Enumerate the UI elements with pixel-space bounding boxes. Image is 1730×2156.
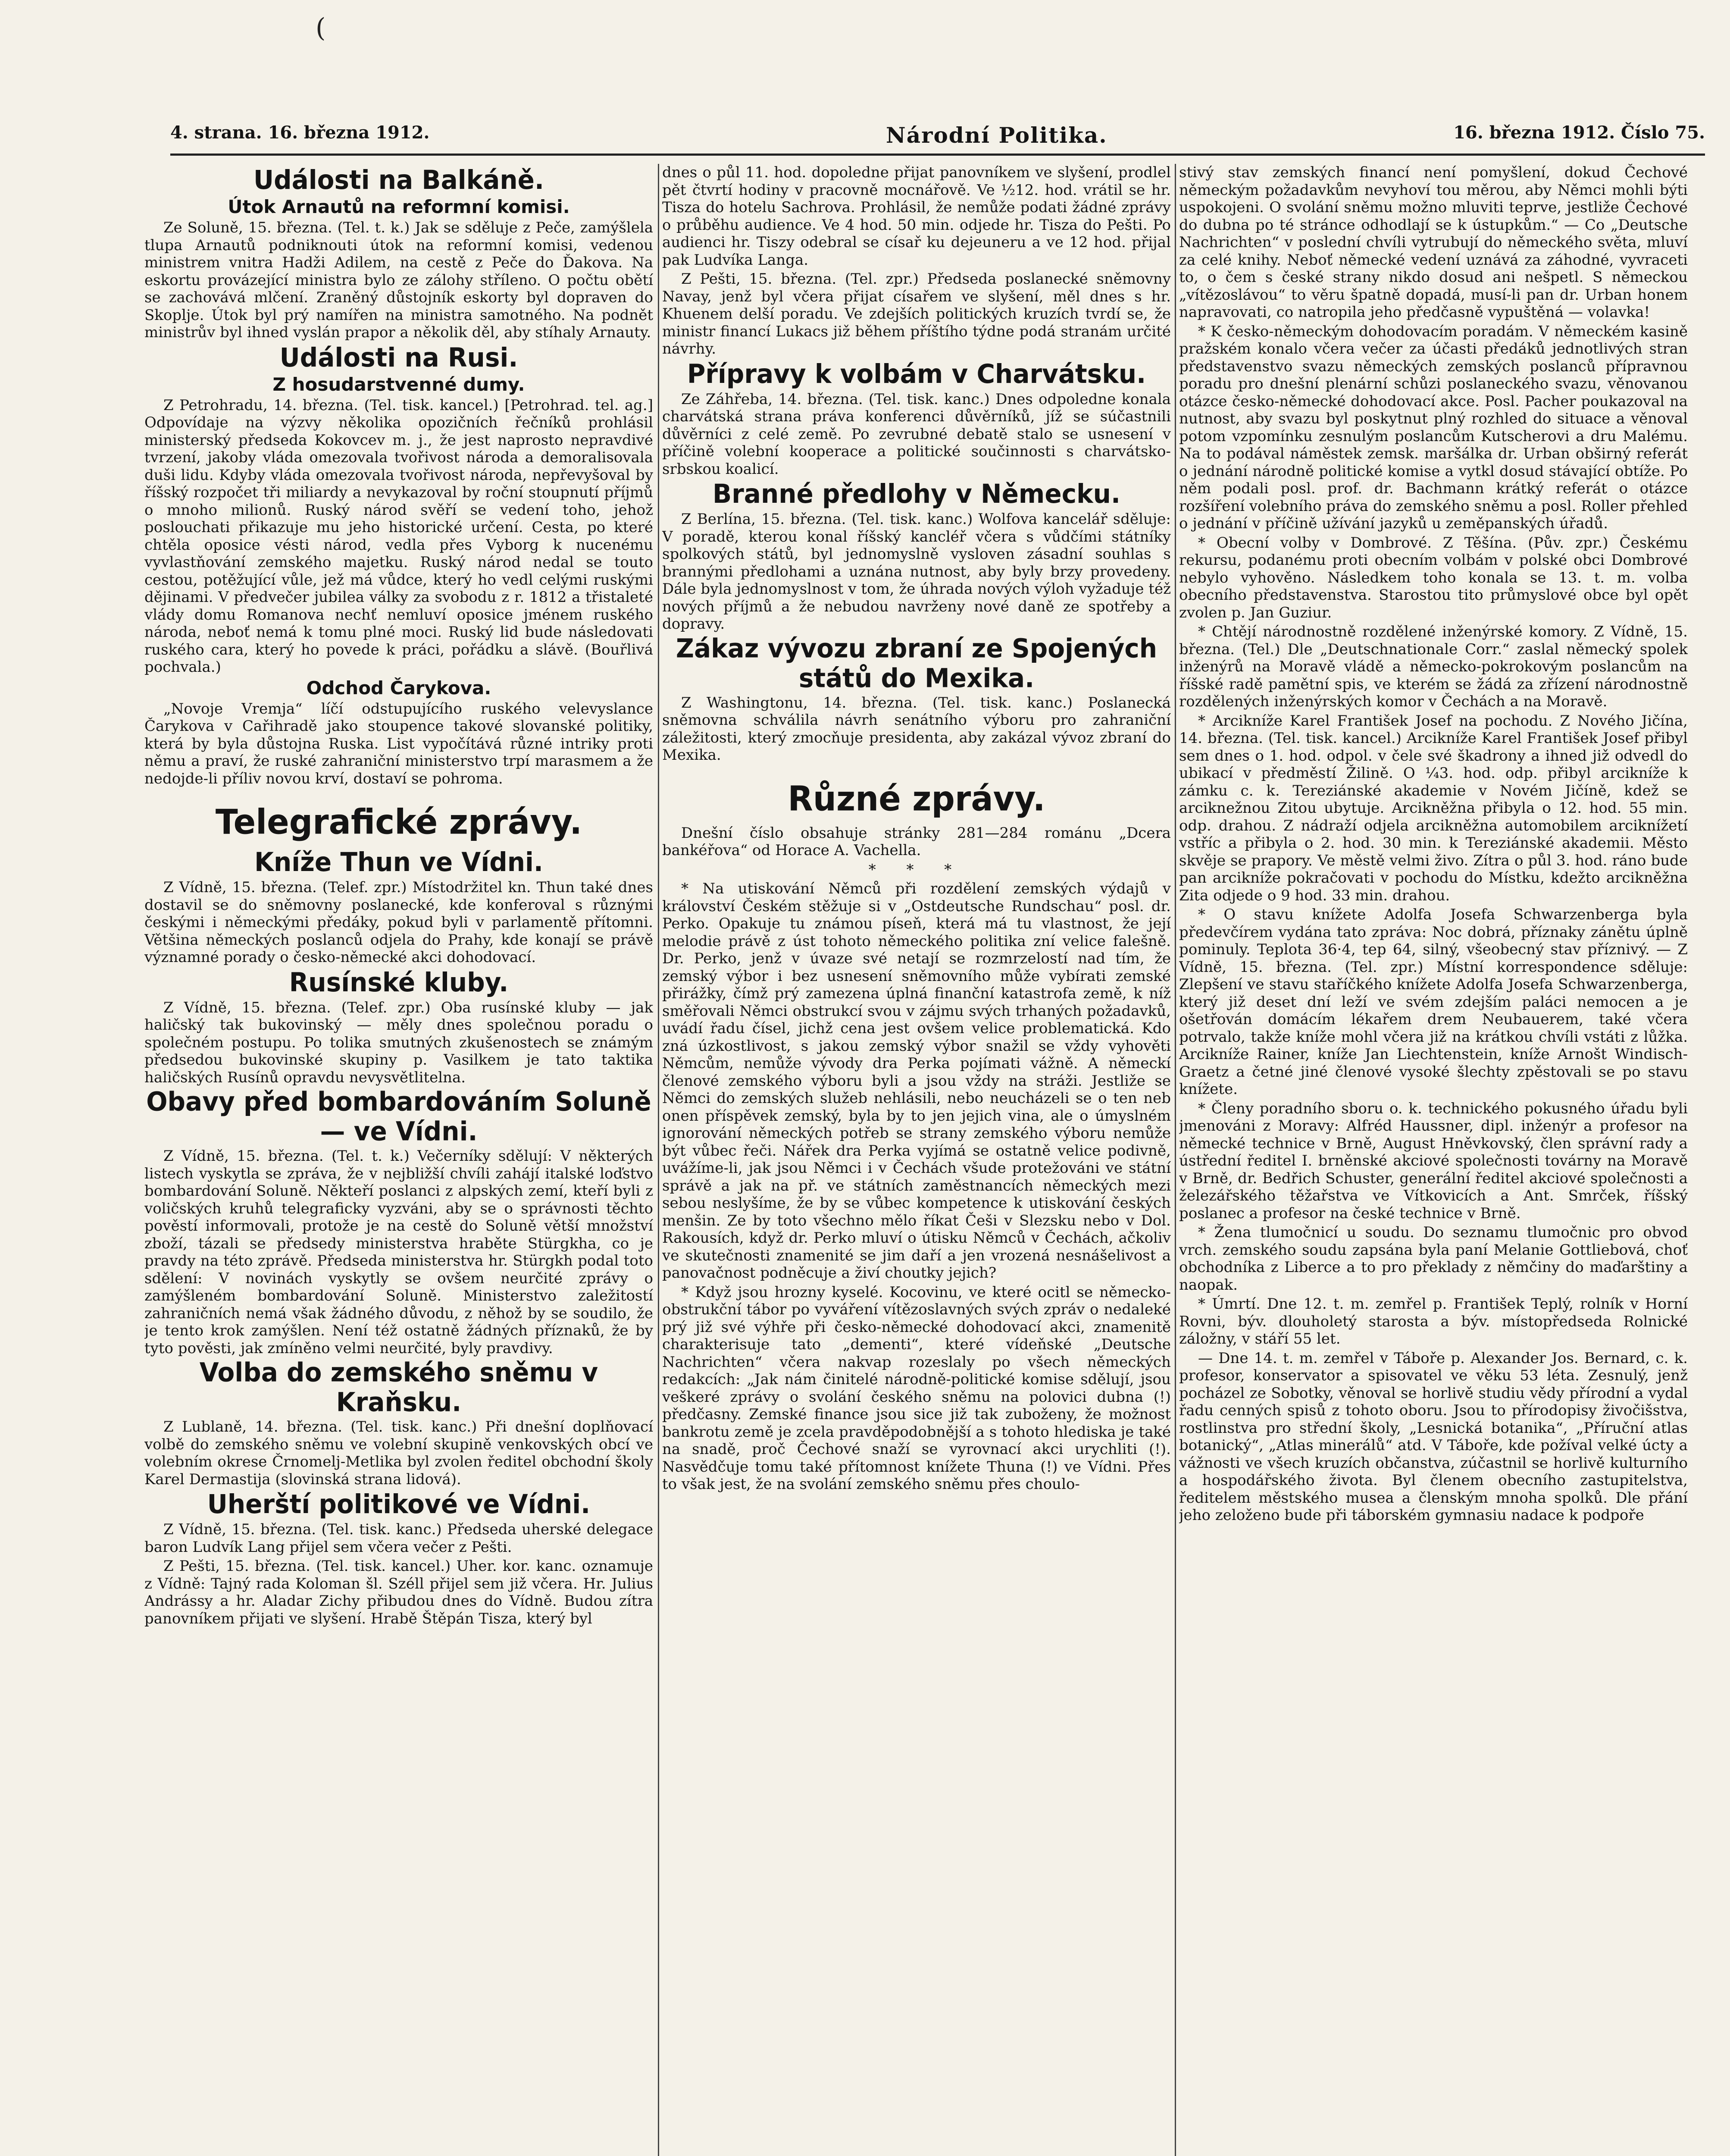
article-paragraph: — Dne 14. t. m. zemřel v Táboře p. Alexander Jos. Bernard, c. k. profesor, konservator a spisovatel ve věku 53 léta. Zesnulý, jenž pocházel ze Sobotky, věnoval se horlivě studiu vědy přírodní a vydal řadu cenných spisů z tohoto oboru. Jsou to přírodopisy živočišstva, rostlinstva pro střední školy, „Lesnická botanika“, „Příruční atlas botanický“, „Atlas minerálů“ atd. V Táboře, kde požíval velké úcty a vážnosti ve všech kruzích občanstva, zúčastnil se horlivě kulturního a hospodářského života. Byl členem obecního zastupitelstva, ředitelem městského musea a členským mnoha spolků. Dle přání jeho zeloženo bude při táborském gymnasiu nadace k podpoře <box>1179 1349 1688 1524</box>
article-heading: Volba do zemského sněmu v Kraňsku. <box>199 1357 598 1418</box>
article-paragraph: Z Vídně, 15. března. (Tel. tisk. kanc.) Předseda uherské delegace baron Ludvík Lang přijel sem včera večer z Pešti. <box>144 1521 653 1556</box>
article-paragraph: Ze Soluně, 15. března. (Tel. t. k.) Jak se sděluje z Peče, zamýšlela tlupa Arnautů podniknouti útok na reformní komisi, vedenou ministrem vnitra Hadži Adilem, na cestě z Peče do Ďakova. Na eskortu provázející ministra bylo ze zálohy stříleno. O počtu obětí se zachovává mlčení. Zraněný důstojník eskorty byl dopraven do Skoplje. Útok byl prý namířen na ministra samotného. Na podnět ministrův byl ihned vyslán prapor a několik děl, aby stíhaly Arnauty. <box>144 219 653 341</box>
article-paragraph: stivý stav zemských financí není pomyšlení, dokud Čechové německým požadavkům nevyhoví tou měrou, aby Němci mohli býti uspokojeni. O svolání sněmu možno mluviti teprve, jestliže Čechové do dubna po té stránce odhodlají se k ústupkům.“ — Co „Deutsche Nachrichten“ v poslední chvíli vytrubují do německého světa, mluví za celé knihy. Neboť německé vedení uznává za záhodné, vyvraceti to, o čem s české strany nikdo dosud ani nešpetl. S německou „vítězoslávou“ to věru špatně dopadá, musí-li pan dr. Urban honem napravovati, co natropila jeho předčasně vypuštěná — volavka! <box>1179 164 1688 321</box>
column-3 <box>1179 164 1688 2156</box>
article-heading: Branné předlohy v Německu. <box>713 478 1120 509</box>
article-paragraph: * Obecní volby v Dombrové. Z Těšína. (Pův. zpr.) Českému rekursu, podanému proti obecním volbám v polské obci Dombrové nebylo vyhověno. Následkem toho konala se 13. t. m. volba obecního představenstva. Starostou tito průmyslové obce byl opět zvolen p. Jan Guziur. <box>1179 534 1688 621</box>
article-heading: Rusínské kluby. <box>289 966 509 998</box>
column-1 <box>144 164 653 2156</box>
article-paragraph: Ze Záhřeba, 14. března. (Tel. tisk. kanc.) Dnes odpoledne konala charvátská strana práva konferenci důvěrníků, jíž se súčastnili důvěrníci z celé země. Po zevrubné debatě stalo se usnesení v příčině volební kooperace a politické součinnosti s charvátsko-srbskou koalicí. <box>662 390 1171 478</box>
article-heading: Události na Balkáně. <box>253 164 544 195</box>
margin-mark: ( <box>316 13 326 43</box>
article-subheading: Z hosudarstvenné dumy. <box>272 373 525 395</box>
article-heading: Kníže Thun ve Vídni. <box>254 846 543 877</box>
page-header <box>170 119 1705 156</box>
section-heading: Různé zprávy. <box>788 778 1045 818</box>
article-paragraph: * Členy poradního sboru o. k. technického pokusného úřadu byli jmenováni z Moravy: Alfréd Haussner, dipl. inženýr a profesor na německé technice v Brně, August Hněvkovský, člen správní rady a ústřední ředitel I. brněnské akciové společnosti továrny na Moravě v Brně, dr. Bedřich Schuster, generální ředitel akciové společnosti a železářského těžařstva ve Vítkovicích a Ant. Smrček, říšský poslanec a profesor na české technice v Brně. <box>1179 1100 1688 1222</box>
article-heading: Přípravy k volbám v Charvátsku. <box>687 358 1146 389</box>
section-heading: Telegrafické zprávy. <box>215 801 582 842</box>
article-heading: Uherští politikové ve Vídni. <box>207 1489 591 1520</box>
column-rule <box>1175 164 1176 2156</box>
article-paragraph: * O stavu knížete Adolfa Josefa Schwarzenberga byla předevčírem vydána tato zpráva: Noc dobrá, příznaky zánětu úplně pominuly. Teplota 36·4, tep 64, silný, všeobecný stav příznivý. — Z Vídně, 15. března. (Tel. zpr.) Místní korrespondence sděluje: Zlepšení ve stavu staříčkého knížete Adolfa Josefa Schwarzenberga, který již deset dní leží ve svém zdejším paláci nemocen a je ošetřován domácím lékařem drem Neubauerem, také včera potrvalo, takže kníže mohl včera již na krátkou chvíli vstáti z lůžka. Arcikníže Rainer, kníže Jan Liechtenstein, kníže Arnošt Windisch-Graetz a četné jiné členové vysoké šlechty zpěstovali se po stavu knížete. <box>1179 906 1688 1098</box>
article-paragraph: * Žena tlumočnicí u soudu. Do seznamu tlumočnic pro obvod vrch. zemského soudu zapsána byla paní Melanie Gottliebová, choť obchodníka z Liberce a to pro překlady z němčiny do maďarštiny a naopak. <box>1179 1224 1688 1294</box>
article-paragraph: Z Vídně, 15. března. (Tel. t. k.) Večerníky sdělují: V některých listech vyskytla se zpráva, že v nejbližší chvíli zahájí italské loďstvo bombardování Soluně. Někteří poslanci z alpských zemí, kteří byli z voličských kruhů telegraficky vyzváni, aby se o správnosti těchto pověstí informovali, protože je na cestě do Soluně větší množství zboží, tázali se předsedy ministerstva hraběte Stürgkha, co je pravdy na této zprávě. Předseda ministerstva hr. Stürgkh podal toto sdělení: V novinách vyskytly se ovšem neurčité zprávy o zamýšleném bombardování Soluně. Ministerstvo zaležitostí zahraničních nemá však žádného důvodu, z něhož by se soudilo, že je tento krok zamýšlen. Není též ostatně žádných příznaků, že by tyto pověsti, jak zmíněno velmi neurčité, byly pravdivy. <box>144 1147 653 1357</box>
article-subheading: Útok Arnautů na reformní komisi. <box>228 196 570 217</box>
article-paragraph: Z Pešti, 15. března. (Tel. tisk. kancel.) Uher. kor. kanc. oznamuje z Vídně: Tajný rada Koloman šl. Széll přijel sem již včera. Hr. Julius Andrássy a hr. Aladar Zichy přibudou dnes do Vídně. Budou zítra panovníkem přijati ve slyšení. Hrabě Štěpán Tisza, který byl <box>144 1557 653 1627</box>
article-paragraph: Dnešní číslo obsahuje stránky 281—284 románu „Dcera bankéřova“ od Horace A. Vachella. <box>662 824 1171 859</box>
separator-stars: * * * <box>868 861 965 878</box>
article-paragraph: Z Vídně, 15. března. (Telef. zpr.) Místodržitel kn. Thun také dnes dostavil se do sněmovny poslanecké, kde konferoval s různými českými i německými předáky, pokud byli v parlamentě přítomni. Většina německých poslanců odjela do Prahy, kde konají se právě významné porady o česko-německé akci dohodovací. <box>144 879 653 966</box>
article-heading: Obavy před bombardováním Soluně — ve Vídni. <box>146 1086 651 1147</box>
article-subheading: Odchod Čarykova. <box>306 677 491 699</box>
article-heading: Události na Rusi. <box>279 342 518 373</box>
article-paragraph: * K česko-německým dohodovacím poradám. V německém kasině pražském konalo včera večer za účasti předáků jednotlivých stran představenstvo svazu německých zemských poslanců přípravnou poradu pro dnešní plenární schůzi poslaneckého svazu, věnovanou otázce česko-německé dohodovací akce. Posl. Pacher poukazoval na nutnost, aby svazu byl poskytnut plný rozhled do situace a věnoval potom vzpomínku zesnulým poslancům Kutscherovi a dru Malému. Na to podával náměstek zemsk. maršálka dr. Urban obširný referát o jednání národně politické komise a vytkl dosud stávající obtíže. Po něm podali posl. prof. dr. Bachmann krátký referát o otázce rozšíření volebního práva do zemského sněmu a posl. Roller přehled o jednání v příčině užívání jazyků u zeměpanských úřadů. <box>1179 323 1688 532</box>
article-paragraph: Z Vídně, 15. března. (Telef. zpr.) Oba rusínské kluby — jak haličský tak bukovinský — měly dnes společnou poradu o společném postupu. Po tolika smutných zkušenostech se známým předsedou bukovinské skupiny p. Vasilkem je tato taktika haličských Rusínů opravdu nevysvětlitelna. <box>144 999 653 1086</box>
article-paragraph: Z Petrohradu, 14. března. (Tel. tisk. kancel.) [Petrohrad. tel. ag.] Odpovídaje na výzvy několika opozičních řečníků prohlásil ministerský předseda Kokovcev m. j., že jest naprosto nepravdivé tvrzení, jakoby vláda omezovala tvořivost národa a demoralisovala duši lidu. Kdyby vláda omezovala tvořivost národa, nepřevyšoval by říšský rozpočet tři miliardy a nevykazoval by roční stoupnutí příjmů o mnoho milionů. Ruský národ svěří se vedení toho, jehož poslouchati přikazuje mu jeho historické určení. Cesta, po které chtěla oposice vésti národ, vedla přes Vyborg k nucenému vyvlastňování zemského majetku. Ruský národ nedal se touto cestou, potěžující vůle, jež má vůdce, který ho vedl celými ruskými dějinami. V předvečer jubilea války za svobodu z r. 1812 a třistaleté vlády domu Romanova nechť nemluví oposice jménem ruského národa, neboť nemá k tomu plné moci. Ruský lid bude následovati ruského cara, který ho povede k práci, pořádku a slávě. (Bouřlivá pochvala.) <box>144 396 653 676</box>
article-paragraph: * Arcikníže Karel František Josef na pochodu. Z Nového Jičína, 14. března. (Tel. tisk. kancel.) Arcikníže Karel František Josef přibyl sem dnes o 1. hod. odpol. v čele své škadrony a ihned již odvedl do ubikací v předměstí Žilině. O ¼3. hod. odp. přibyl arcikníže k zámku c. k. Tereziánské akademie v Novém Jičíně, kdež se arciknežnou Zitou ubytuje. Arcikněžna přibyla o 12. hod. 55 min. odp. drahou. Z nádraží odjela arcikněžna automobilem arciknížetí vstříc a přibyla o 2. hod. 30 min. k Tereziánské akademii. Město skvěje se prapory. Ve městě velmi živo. Zítra o půl 3. hod. ráno bude pan arcikníže pokračovati v pochodu do Místku, kdežto arcikněžna Zita odjede o 9 hod. 33 min. drahou. <box>1179 712 1688 904</box>
column-2 <box>662 164 1171 2156</box>
article-heading: Zákaz vývozu zbraní ze Spojených států do Mexika. <box>676 633 1158 693</box>
article-paragraph: Z Washingtonu, 14. března. (Tel. tisk. kanc.) Poslanecká sněmovna schválila návrh senátního výboru pro zahraniční záležitosti, který zmocňuje presidenta, aby zakázal vývoz zbraní do Mexika. <box>662 694 1171 764</box>
article-paragraph: dnes o půl 11. hod. dopoledne přijat panovníkem ve slyšení, prodlel pět čtvrtí hodiny v pracovně mocnářově. Ve ½12. hod. vrátil se hr. Tisza do hotelu Sachrova. Prohlásil, že nemůže podati žádné zprávy o průběhu audience. Ve 4 hod. 50 min. odjede hr. Tisza do Pešti. Po audienci hr. Tiszy odebral se císař ku dejeuneru a ve 12 hod. přijal pak Ludvíka Langa. <box>662 164 1171 269</box>
article-paragraph: Z Berlína, 15. března. (Tel. tisk. kanc.) Wolfova kancelář sděluje: V poradě, kterou konal říšský kancléř včera s vůdčími státníky spolkových států, byl jednomyslně vysloven zásadní souhlas s brannými předlohami a uznána nutnost, aby byly brzy provedeny. Dále byla jednomyslnost v tom, že úhrada nových výloh vyžaduje též nových příjmů a že nebudou navrženy nové daně ze spotřeby a dopravy. <box>662 511 1171 633</box>
article-paragraph: * Úmrtí. Dne 12. t. m. zemřel p. František Teplý, rolník v Horní Rovni, býv. dlouholetý starosta a býv. místopředseda Rolnické záložny, v stáří 55 let. <box>1179 1295 1688 1348</box>
header-page-date: 4. strana. 16. března 1912. <box>170 122 430 143</box>
article-paragraph: Z Pešti, 15. března. (Tel. zpr.) Předseda poslanecké sněmovny Navay, jenž byl včera přijat císařem ve slyšení, měl dnes s hr. Khuenem delší poradu. Ve zdejších politických kruzích tvrdí se, že ministr financí Lukacs již během příštího týdne podá stranám určité návrhy. <box>662 270 1171 357</box>
article-paragraph: * Když jsou hrozny kyselé. Kocovinu, ve které ocitl se německo-obstrukční tábor po vyváření vítězoslavných svých zpráv o nedaleké prý již své výhře při česko-německé dohodovací akci, znamenitě charakterisuje tato „dementi“, které vídeňské „Deutsche Nachrichten“ včera nakvap rozeslaly po všech německých redakcích: „Jak nám činitelé národně-politické komise sdělují, jsou veškeré zprávy o svolání českého sněmu na polovici dubna (!) předčasny. Zemské finance jsou sice již tak zuboženy, že možnost bankrotu země je zcela pravděpodobnější a s tohoto hlediska je také na snadě, proč Čechové snaží se vyrovnací akci urychliti (!). Nasvědčuje tomu také přítomnost knížete Thuna (!) ve Vídni. Přes to však jest, že na svolání zemského sněmu přes choulo- <box>662 1283 1171 1493</box>
header-date-issue: 16. března 1912. Číslo 75. <box>1453 122 1705 143</box>
masthead-title: Národní Politika. <box>886 122 1107 148</box>
article-paragraph: „Novoje Vremja“ líčí odstupujícího ruského velevyslance Čarykova v Cařihradě jako stoupence takové slovanské politiky, která by byla důstojna Ruska. List vypočítává různé intriky proti němu a praví, že ruské zahraniční ministerstvo trpí marasmem a že nedojde-li příliv novou krví, dostaví se pohroma. <box>144 700 653 787</box>
column-rule <box>658 164 659 2156</box>
article-paragraph: * Chtějí národnostně rozdělené inženýrské komory. Z Vídně, 15. března. (Tel.) Dle „Deutschnationale Corr.“ zaslal německý spolek inženýrů na Moravě vládě a německo-pokrokovým poslancům na říšské radě pamětní spis, ve kterém se žádá za zřízení národnostně rozdělených inženýrských komor v Čechách a na Moravě. <box>1179 623 1688 710</box>
article-paragraph: * Na utiskování Němců při rozdělení zemských výdajů v království Českém stěžuje si v „Ostdeutsche Rundschau“ posl. dr. Perko. Opakuje tu známou píseň, která má tu vlastnost, že její melodie právě z úst tohoto německého politika zní velice falešně. Dr. Perko, jenž v úvaze své netají se rozmrzelostí nad tím, že zemský výbor i bez usnesení sněmovního může vybírati zemské přirážky, čímž prý zamezena úplná finanční katastrofa země, k níž směřovali Němci obstrukcí svou v zájmu svých trhaných požadavků, uvádí řadu čísel, jichž cena jest ovšem velice problematická. Kdo zná úzkostlivost, s jakou zemský výbor snažil se vždy vyhověti Němcům, nemůže vývody dra Perka pojímati vážně. A německí členové zemského výboru byli a jsou vždy na stráži. Jestliže se Němci do zemských služeb nehlásili, nebo neucházeli se o ten neb onen příspěvek zemský, byla by to jen jejich vina, ale o úmyslném ignorování německých potřeb se strany zemského výboru nemůže být vůbec řeči. Nářek dra Perka vyjímá se ostatně velice podivně, uvážíme-li, jak jsou Němci i v Čechách všude protežováni ve státní správě a jak na př. ve státních zaměstnancích německých mezi sebou neslyšíme, že by se vůbec kompetence k utiskování českých menšin. Ze by toto všechno mělo říkat Češi v Slezsku nebo v Dol. Rakousích, když dr. Perko mluví o útisku Němců v Čechách, ačkoliv ve skutečnosti znamenité se jim daří a jen vrozená nesnášelivost a panovačnost podněcuje a živí choutky jejich? <box>662 880 1171 1282</box>
article-paragraph: Z Lublaně, 14. března. (Tel. tisk. kanc.) Při dnešní doplňovací volbě do zemského sněmu ve volební skupině venkovských obcí ve volebním okrese Črnomelj-Metlika byl zvolen ředitel obchodní školy Karel Dermastija (slovinská strana lidová). <box>144 1418 653 1488</box>
